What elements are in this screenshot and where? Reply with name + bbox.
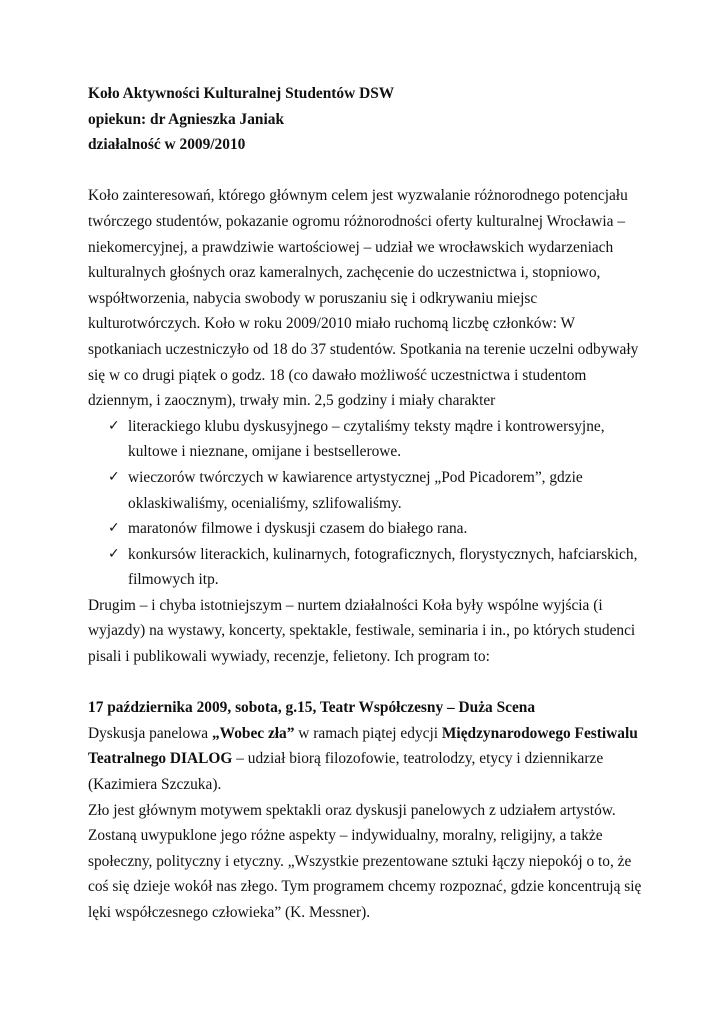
event-description xyxy=(88,721,648,798)
supervisor: opiekun: dr Agnieszka Janiak xyxy=(88,110,285,128)
event-title: „Wobec zła” xyxy=(211,724,295,742)
list-item xyxy=(88,465,648,516)
event-paragraph: Zło jest głównym motywem spektakli oraz dyskusji panelowych z udziałem artystów. Zostaną uwypuklone jego różne aspekty – indywidualny, moralny, religijny, a także społeczny, polityczny i etyczny. „Wszystkie prezentowane sztuki łączy niepokój o to, że coś się dzieje wokół nas złego. Tym programem chcemy rozpoznać, gdzie koncentrują się lęki współczesnego człowieka” (K. Messner). xyxy=(88,801,642,921)
list-item-text: konkursów literackich, kulinarnych, fotograficznych, florystycznych, hafciarskich, filmowych itp. xyxy=(128,545,638,589)
list-item xyxy=(88,414,648,465)
check-icon: ✓ xyxy=(108,520,120,537)
check-icon: ✓ xyxy=(108,417,120,434)
intro-paragraph: Koło zainteresowań, którego głównym celem jest wyzwalanie różnorodnego potencjału twórczego studentów, pokazanie ogromu różnorodności oferty kulturalnej Wrocławia – niekomercyjnej, a prawdziwie wartościowej – udział we wrocławskich wydarzeniach kulturalnych głośnych oraz kameralnych, zachęcenie do uczestnictwa i, stopniowo, współtworzenia, nabycia swobody w poruszaniu się i odkrywaniu miejsc kulturotwórczych. Koło w roku 2009/2010 miało ruchomą liczbę członków: W spotkaniach uczestniczyło od 18 do 37 studentów. Spotkania na terenie uczelni odbywały się w co drugi piątek o godz. 18 (co dawało możliwość uczestnictwa i studentom dziennym, i zaocznym), trwały min. 2,5 godziny i miały charakter xyxy=(88,187,639,410)
list-item xyxy=(88,542,648,593)
check-icon: ✓ xyxy=(108,545,120,562)
check-icon: ✓ xyxy=(108,468,120,485)
activity-checklist xyxy=(88,414,648,593)
festival-name: Międzynarodowego Festiwalu Teatralnego DIALOG xyxy=(88,724,638,768)
list-item-text: literackiego klubu dyskusyjnego – czytaliśmy teksty mądre i kontrowersyjne, kultowe i nieznane, omijane i bestsellerowe. xyxy=(128,417,605,461)
activity-period: działalność w 2009/2010 xyxy=(88,136,246,154)
list-item xyxy=(88,516,648,542)
event-desc-pre: Dyskusja panelowa xyxy=(88,724,212,742)
club-name: Koło Aktywności Kulturalnej Studentów DSW xyxy=(88,85,395,102)
spacer xyxy=(88,670,648,696)
spacer xyxy=(88,158,648,184)
document-page xyxy=(88,81,648,926)
event-desc-post: – udział biorą filozofowie, teatrolodzy, etycy i dziennikarze (Kazimiera Szczuka). xyxy=(88,750,604,794)
second-paragraph: Drugim – i chyba istotniejszym – nurtem działalności Koła były wspólne wyjścia (i wyjazdy) na wystawy, koncerty, spektakle, festiwale, seminaria i in., po których studenci pisali i publikowali wywiady, recenzje, felietony. Ich program to: xyxy=(88,596,636,666)
list-item-text: wieczorów twórczych w kawiarence artystycznej „Pod Picadorem”, gdzie oklaskiwaliśmy, ocenialiśmy, szlifowaliśmy. xyxy=(128,468,583,512)
event-heading: 17 października 2009, sobota, g.15, Teatr Współczesny – Duża Scena xyxy=(88,699,536,717)
list-item-text: maratonów filmowe i dyskusji czasem do białego rana. xyxy=(128,520,468,538)
event-desc-mid: w ramach piątej edycji xyxy=(294,724,442,742)
